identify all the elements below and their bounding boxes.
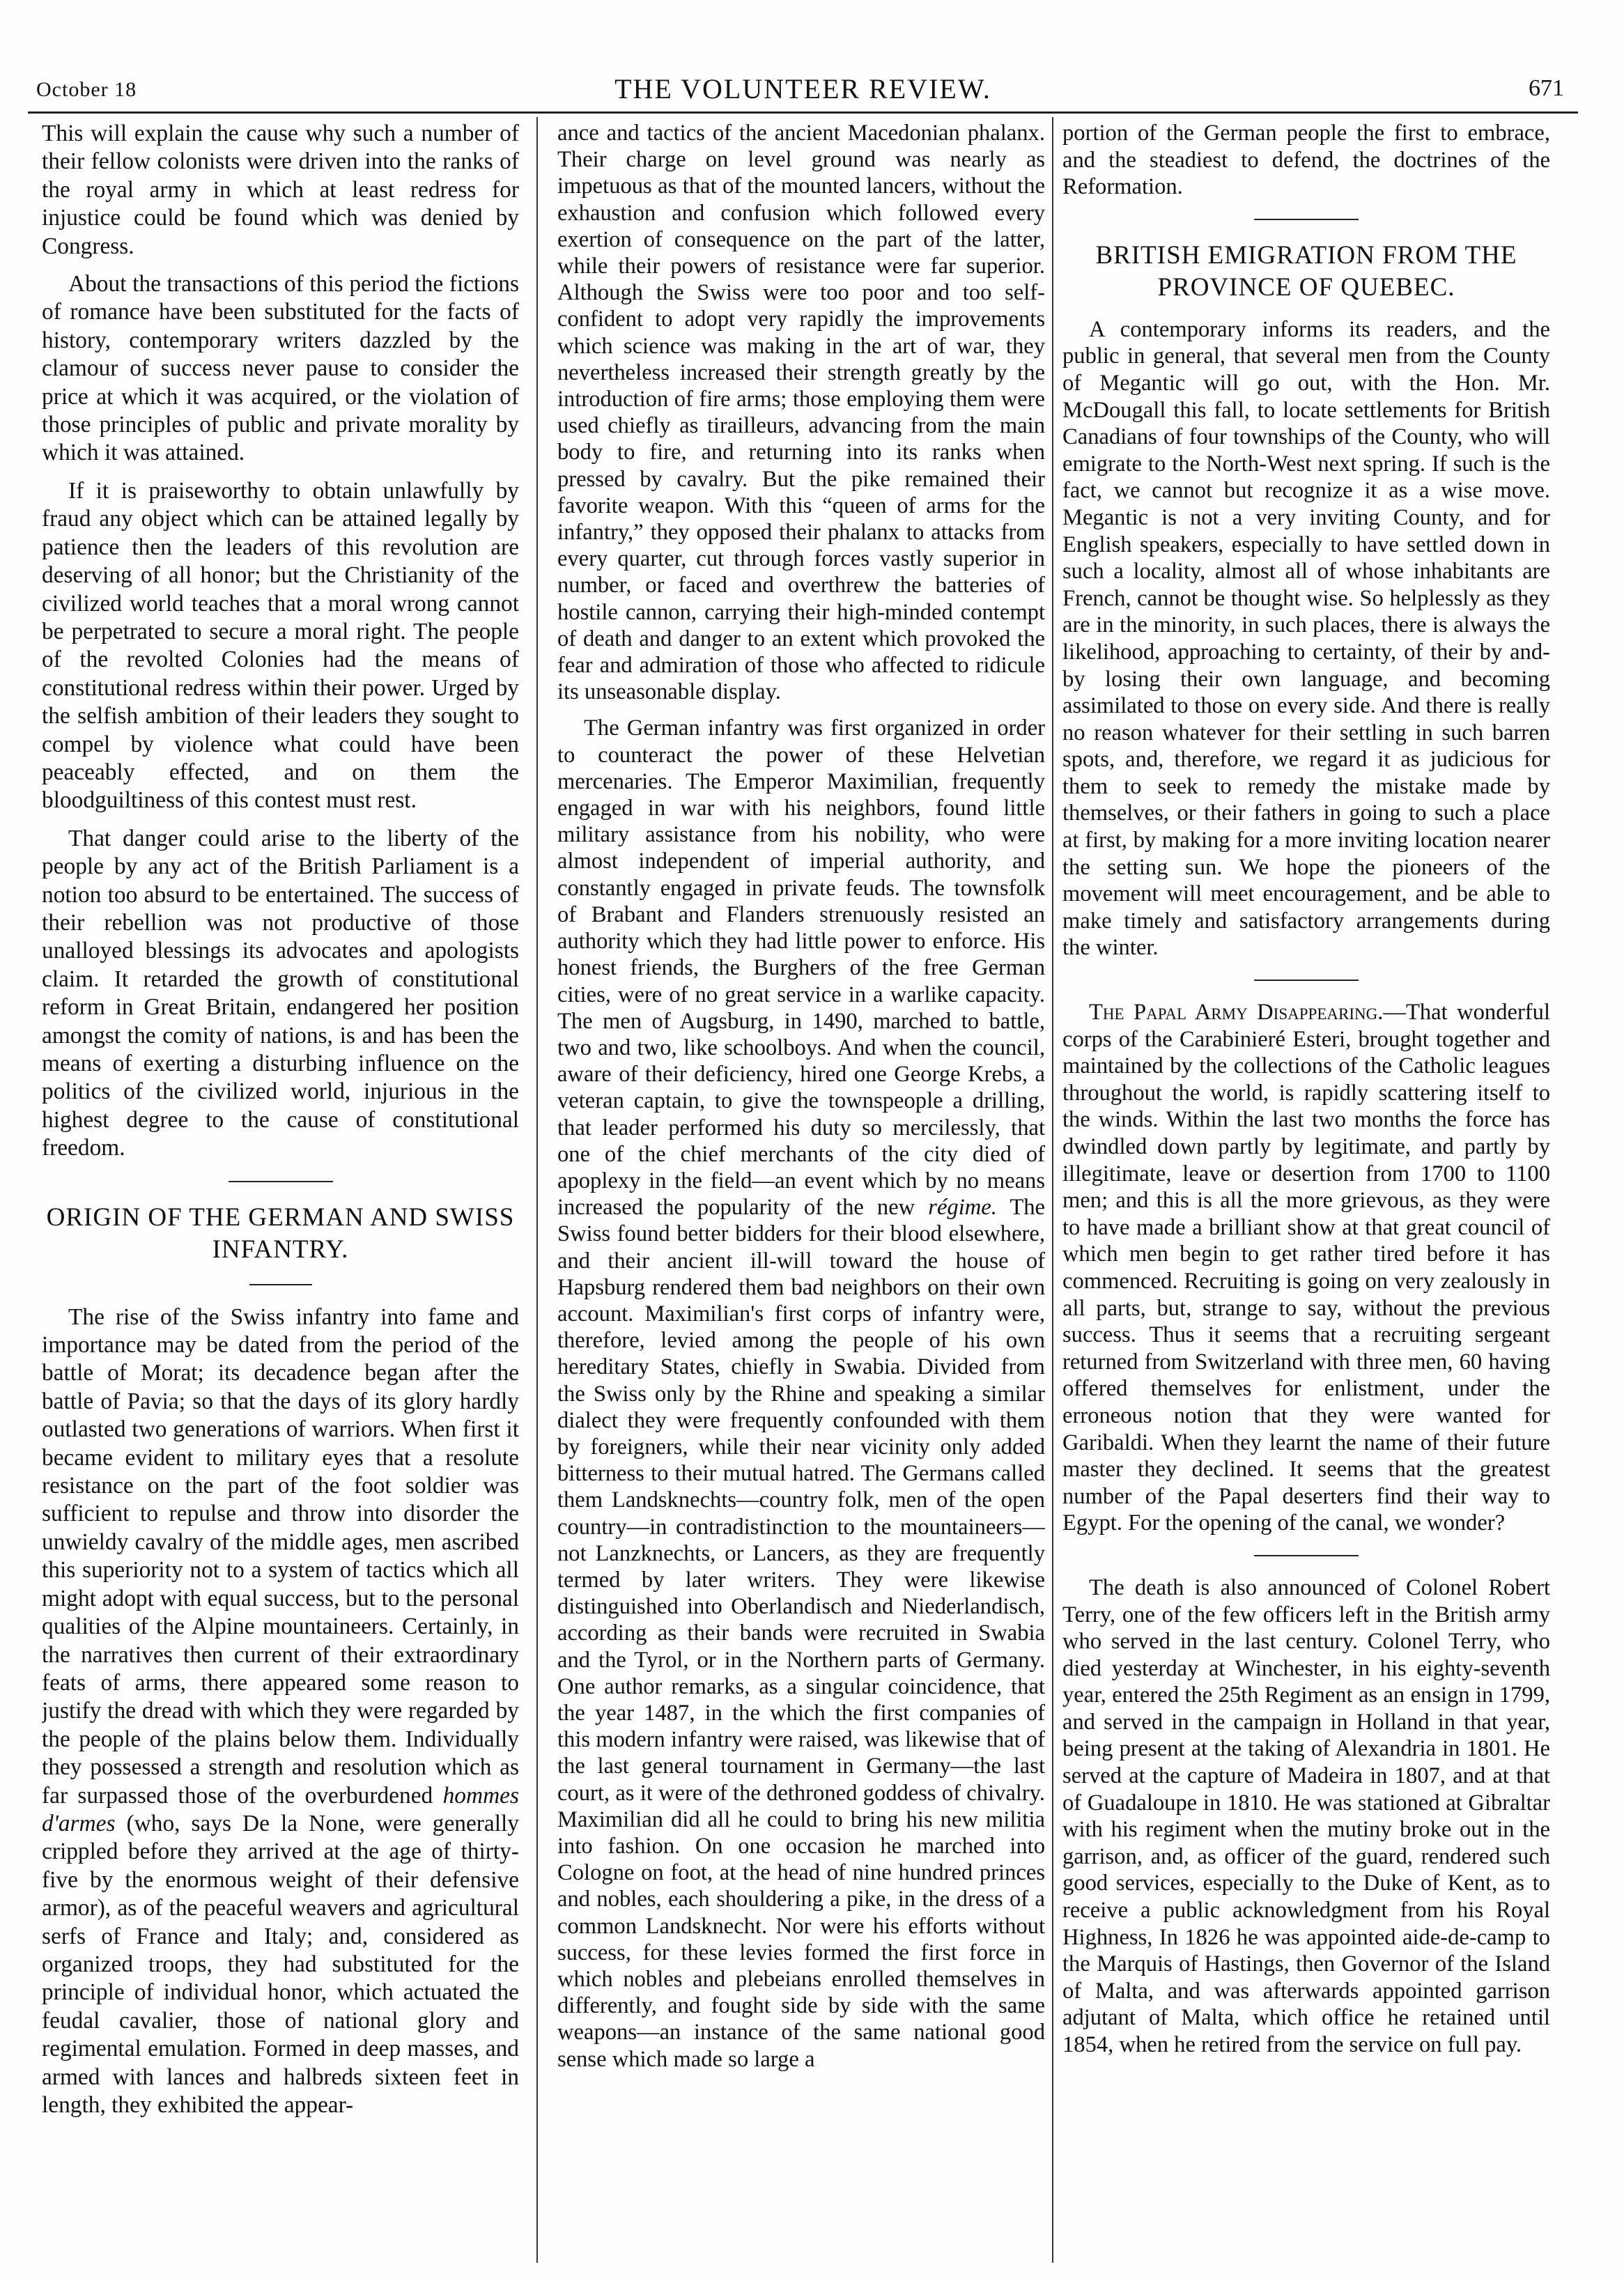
article-paragraph: A contemporary informs its readers, and the public in general, that several men from the County of Megantic will go out, with the Hon. Mr. McDougall this fall, to locate settlements for British Canadians of four townships of the County, who will emigrate to the North-West next spring. If such is the fact, we cannot but recognize it as a wise move. Megantic is not a very inviting County, and for English speakers, especially to have settled down in such a locality, almost all of whose inhabitants are French, cannot be thought wise. So helplessly as they are in the minority, in such places, there is always the likelihood, approaching to certainty, of their by and-by losing their own language, and becoming assimilated to those on every side. And there is really no reason whatever for their settling in such barren spots, and, therefore, we regard it as judicious for them to seek to remedy the mistake made by themselves, or their fathers in going to such a place at first, by making for a more inviting location nearer the setting sun. We hope the pioneers of the movement will meet encouragement, and be able to make timely and satisfactory arrangements during the winter. (1062, 316, 1550, 961)
page-number: 671 (1529, 75, 1564, 101)
issue-date: October 18 (36, 78, 137, 101)
article-paragraph: ance and tactics of the ancient Macedonian phalanx. Their charge on level ground was nearly as impetuous as that of the mounted lancers, without the exhaustion and confusion which followed every exertion of consequence on the part of the latter, while their powers of resistance were far superior. Although the Swiss were too poor and too self-confident to adopt very rapidly the improvements which science was making in the art of war, they nevertheless increased their strength greatly by the introduction of fire arms; those employing them were used chiefly as tirailleurs, advancing from the main body to fire, and returning into its ranks when pressed by cavalry. But the pike remained their favorite weapon. With this “queen of arms for the infantry,” they opposed their phalanx to attacks from every quarter, cut through forces vastly superior in number, or faced and overthrew the batteries of hostile cannon, carrying their high-minded contempt of death and danger to an extent which provoked the fear and admiration of those who affected to ridicule its unseasonable display. (557, 121, 1045, 705)
section-divider (1062, 1551, 1550, 1561)
column-rule (1052, 117, 1053, 2263)
column-rule (536, 117, 538, 2263)
column-2 (557, 120, 1045, 2266)
article-paragraph: The death is also announced of Colonel Robert Terry, one of the few officers left in the British army who served in the last century. Colonel Terry, who died yesterday at Winchester, in his eighty-seventh year, entered the 25th Regiment as an ensign in 1799, and served in the campaign in Holland in that year, being present at the taking of Alexandria in 1801. He served at the capture of Madeira in 1807, and at that of Guadaloupe in 1810. He was stationed at Gibraltar with his regiment when the mutiny broke out in the garrison, and, as officer of the guard, rendered such good services, especially to the Duke of Kent, as to receive a public acknowledgment from his Royal Highness, In 1826 he was appointed aide-de-camp to the Marquis of Hastings, then Governor of the Island of Malta, and was afterwards appointed garrison adjutant of Malta, which office he retained until 1854, when he retired from the service on full pay. (1062, 1574, 1550, 2057)
article-heading: BRITISH EMIGRATION FROM THE PROVINCE OF QUEBEC. (1095, 240, 1517, 302)
section-divider (1062, 215, 1550, 224)
paragraph-text: The rise of the Swiss infantry into fame and importance may be dated from the period of the battle of Morat; its decadence began after the battle of Pavia; so that the days of its glory hardly outlasted two generations of warriors. When first it became evident to military eyes that a resolute resistance on the part of the foot soldier was sufficient to repulse and throw into disorder the unwieldy cavalry of the middle ages, men ascribed this superiority not to a system of tactics which all might adopt with equal success, but to the personal qualities of the Alpine mountaineers. Certainly, in the narratives then current of their extraordinary feats of arms, there appeared some reason to justify the dread with which they were regarded by the people of the plains below them. Individually they possessed a strength and resolution which as far surpassed those of the overburdened (42, 1303, 519, 1809)
column-1 (42, 120, 519, 2266)
paragraph-text: —That wonderful corps of the Carabinieré Esteri, brought together and maintained by the collections of the Catholic leagues throughout the world, is rapidly scattering itself to the winds. Within the last two months the force has dwindled down partly by legitimate, and partly by illegitimate, leave or desertion from 1700 to 1100 men; and this is all the more grievous, as they were to have made a brilliant show at that great council of which men begin to get rather tired before it has commenced. Recruiting is going on very zealously in all parts, but, strange to say, without the previous success. Thus it seems that a recruiting sergeant returned from Switzerland with three men, 60 having offered themselves for enlistment, under the erroneous notion that they were wanted for Garibaldi. When they learnt the name of their future master they declined. It seems that the greatest number of the Papal deserters find their way to Egypt. For the opening of the canal, we wonder? (1062, 1000, 1550, 1536)
italic-phrase: régime. (928, 1195, 997, 1221)
article-paragraph: If it is praiseworthy to obtain unlawfully by fraud any object which can be attained legally by patience then the leaders of this revolution are deserving of all honor; but the Christianity of the civilized world teaches that a moral wrong cannot be perpetrated to secure a moral right. The people of the revolted Colonies had the means of constitutional redress within their power. Urged by the selfish ambition of their leaders they sought to compel by violence what could have been peaceably effected, and on them the bloodguiltiness of this contest must rest. (42, 477, 519, 814)
heading-rule (42, 1280, 519, 1290)
paragraph-text: The German infantry was first organized in order to counteract the power of these Helvetian mercenaries. The Emperor Maximilian, frequently engaged in war with his neighbors, found little military assistance from his nobility, who were almost independent of imperial authority, and constantly engaged in private feuds. The townsfolk of Brabant and Flanders strenuously resisted an authority which they had little power to enforce. His honest friends, the Burghers of the free German cities, were of no great service in a warlike capacity. The men of Augsburg, in 1490, marched to battle, two and two, like schoolboys. And when the council, aware of their deficiency, hired one George Krebs, a veteran captain, to give the townspeople a drilling, that leader performed his duty so mercilessly, that one of the chief merchants of the city died of apoplexy in the field—an event which by no means increased the popularity of the new (557, 715, 1045, 1221)
article-paragraph (1062, 999, 1550, 1537)
article-heading: ORIGIN OF THE GERMAN AND SWISS INFANTRY. (46, 1202, 515, 1264)
column-3 (1062, 120, 1550, 2266)
article-paragraph: About the transactions of this period the fictions of romance have been substituted for the facts of history, contemporary writers dazzled by the clamour of success never pause to consider the price at which it was acquired, or the violation of those principles of public and private morality by which it was attained. (42, 271, 519, 466)
article-paragraph (557, 715, 1045, 2072)
section-divider (1062, 975, 1550, 985)
section-divider (42, 1177, 519, 1186)
masthead (28, 0, 1578, 114)
paragraph-text: (who, says De la None, were generally crippled before they arrived at the age of thirty-five by the enormous weight of their defensive armor), as of the peaceful weavers and agricultural serfs of France and Italy; and, considered as organized troops, they had substituted for the principle of individual honor, which actuated the feudal cavalier, those of national glory and regimental emulation. Formed in deep masses, and armed with lances and halbreds sixteen feet in length, they exhibited the appear- (42, 1810, 519, 2118)
italic-phrase: hommes d'armes (42, 1782, 519, 1836)
article-paragraph (42, 1303, 519, 2120)
newspaper-title: THE VOLUNTEER REVIEW. (614, 73, 991, 105)
article-paragraph: This will explain the cause why such a number of their fellow colonists were driven into the ranks of the royal army in which at least redress for injustice could be found which was denied by Congress. (42, 121, 519, 259)
paragraph-text: The Swiss found better bidders for their blood elsewhere, and their ancient ill-will toward the house of Hapsburg rendered them bad neighbors on their own account. Maximilian's first corps of infantry were, therefore, levied among the people of his own hereditary States, chiefly in Swabia. Divided from the Swiss only by the Rhine and speaking a similar dialect they were frequently confounded with them by foreigners, while their near vicinity only added bitterness to their mutual hatred. The Germans called them Landsknechts—country folk, men of the open country—in contradistinction to the mountaineers—not Lanzknechts, or Lancers, as they are frequently termed by later writers. They were likewise distinguished into Oberlandisch and Niederlandisch, according as their bands were recruited in Swabia and the Tyrol, or in the Northern parts of Germany. One author remarks, as a singular coincidence, that the year 1487, in the which the first companies of this modern infantry were raised, was likewise that of the last general tournament in Germany—the last court, as it were of the dethroned goddess of chivalry. Maximilian did all he could to bring his new militia into fashion. On one occasion he marched into Cologne on foot, at the head of nine hundred princes and nobles, each shouldering a pike, in the dress of a common Landsknecht. Nor were his efforts without success, for these levies formed the first force in which nobles and plebeians enrolled themselves in differently, and fought side by side with the same weapons—an instance of the same national good sense which made so large a (557, 1195, 1045, 2072)
article-paragraph: portion of the German people the first to embrace, and the steadiest to defend, the doctrines of the Reformation. (1062, 121, 1550, 200)
paragraph-lead: The Papal Army Disappearing. (1089, 1000, 1384, 1026)
article-paragraph: That danger could arise to the liberty of the people by any act of the British Parliament is a notion too absurd to be entertained. The success of their rebellion was not productive of those unalloyed blessings its advocates and apologists claim. It retarded the growth of constitutional reform in Great Britain, endangered her position amongst the comity of nations, is and has been the means of exerting a disturbing influence on the politics of the civilized world, injurious in the highest degree to the cause of constitutional freedom. (42, 825, 519, 1161)
